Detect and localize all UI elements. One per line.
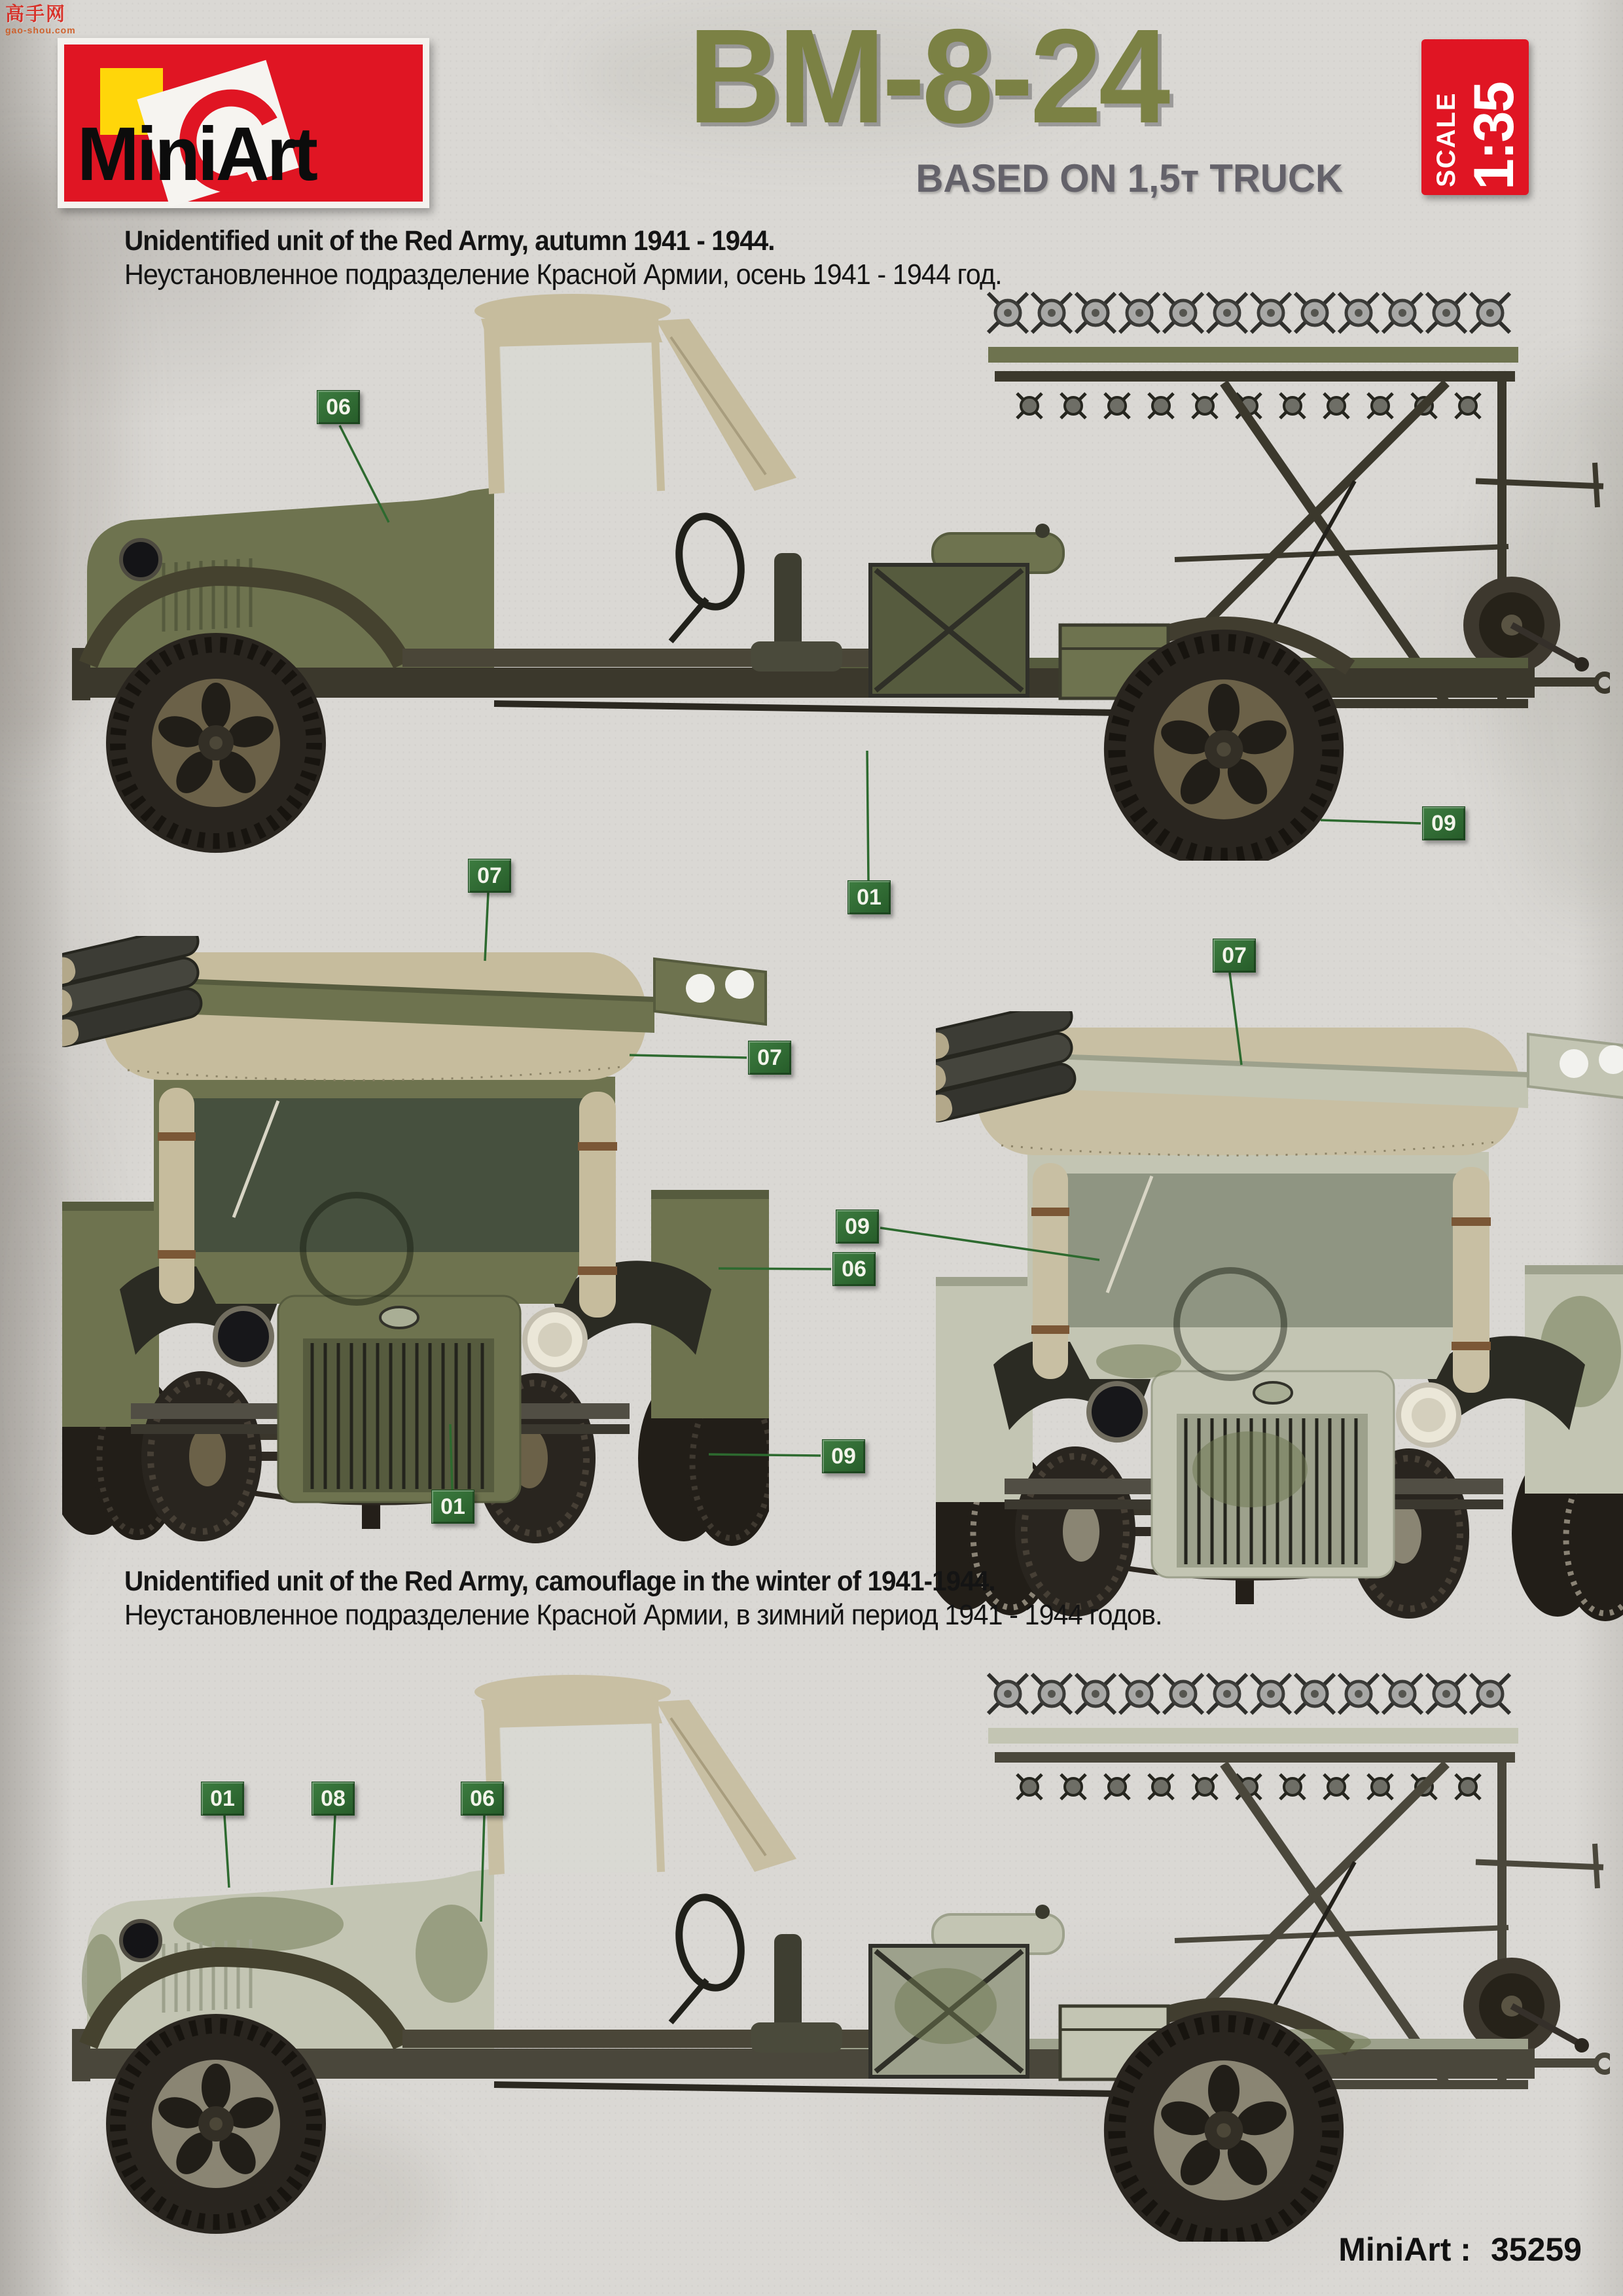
callout-badge [836,1210,879,1244]
page-title: BM-8-24 [688,1,1168,151]
callout-label: 07 [1222,943,1247,968]
callout-badge [201,1782,244,1816]
footer-product-code: 35259 [1490,2231,1582,2268]
section2-heading-en: Unidentified unit of the Red Army, camouflage in the winter of 1941-1944. [124,1566,995,1597]
callout-label: 09 [845,1214,870,1239]
callout-label: 01 [440,1494,465,1519]
scale-badge [1421,39,1529,195]
callout-label: 06 [470,1786,495,1811]
callout-label: 01 [857,885,882,910]
callout-badge [832,1252,876,1286]
scale-value: 1:35 [1463,82,1525,190]
section1-heading-ru: Неустановленное подразделение Красной Армии, осень 1941 - 1944 год. [124,259,1002,291]
watermark-cn: 高手网 [5,4,67,25]
callout-badge [431,1490,474,1524]
callout-badge [312,1782,355,1816]
callout-badge [461,1782,504,1816]
watermark-url: gao-shou.com [5,25,76,35]
footer-product-line [1338,2231,1582,2269]
section1-heading-en: Unidentified unit of the Red Army, autumn 1941 - 1944. [124,225,775,257]
page-subtitle: BASED ON 1,5т TRUCK [916,156,1343,200]
truck-front-autumn-illustration [62,936,769,1564]
logo-text: MiniArt [77,111,316,196]
truck-side-autumn-illustration [62,285,1610,861]
callout-label: 09 [1431,811,1456,836]
callout-badge [468,859,511,893]
truck-side-winter-illustration [62,1666,1610,2242]
callout-label: 06 [326,395,351,420]
callout-badge [748,1041,791,1075]
callout-label: 09 [831,1444,856,1469]
scale-label: SCALE [1432,92,1461,187]
callout-badge [317,390,360,424]
section2-heading-ru: Неустановленное подразделение Красной Армии, в зимний период 1941 - 1944 годов. [124,1599,1162,1631]
callout-badge [822,1439,865,1473]
watermark [5,5,76,35]
callout-badge [847,880,891,914]
callout-label: 07 [477,863,502,888]
callout-label: 08 [321,1786,346,1811]
callout-badge [1213,939,1256,973]
callout-label: 01 [210,1786,235,1811]
truck-front-winter-illustration [936,1011,1623,1640]
footer-brand: MiniArt : [1338,2231,1471,2268]
callout-label: 06 [842,1257,866,1282]
callout-badge [1422,806,1465,840]
callout-label: 07 [757,1045,782,1070]
miniart-logo [58,38,429,208]
